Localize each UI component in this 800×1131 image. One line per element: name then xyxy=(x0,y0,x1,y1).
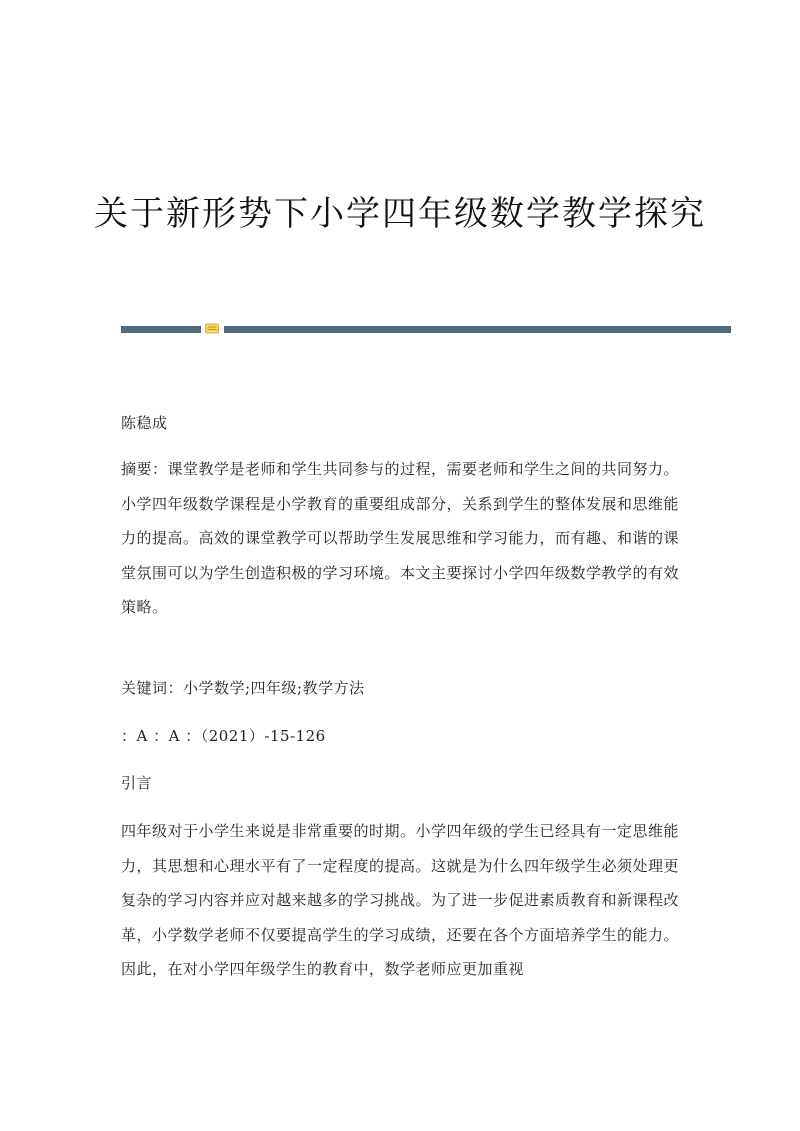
keywords-line: 关键词：小学数学;四年级;教学方法 xyxy=(121,679,365,697)
intro-paragraph: 四年级对于小学生来说是非常重要的时期。小学四年级的学生已经具有一定思维能力，其思想和心理水平有了一定程度的提高。这就是为什么四年级学生必须处理更复杂的学习内容并应对越来越多的学习挑战。为了进一步促进素质教育和新课程改革，小学数学老师不仅要提高学生的学习成绩，还要在各个方面培养学生的能力。因此，在对小学四年级学生的教育中，数学老师应更加重视 xyxy=(121,822,680,978)
author-name: 陈稳成 xyxy=(121,414,168,432)
abstract-paragraph: 摘要：课堂教学是老师和学生共同参与的过程，需要老师和学生之间的共同努力。小学四年级数学课程是小学教育的重要组成部分，关系到学生的整体发展和思维能力的提高。高效的课堂教学可以帮助学生发展思维和学习能力，而有趣、和谐的课堂氛围可以为学生创造积极的学习环境。本文主要探讨小学四年级数学教学的有效策略。 xyxy=(121,460,680,616)
intro-heading: 引言 xyxy=(121,774,153,792)
title-divider-right xyxy=(224,326,731,333)
title-divider-left xyxy=(121,326,201,333)
pencil-note-icon xyxy=(205,323,219,334)
document-title: 关于新形势下小学四年级数学教学探究 xyxy=(94,194,706,234)
classification-line: ：A ：A ：（2021）-15-126 xyxy=(121,727,326,745)
